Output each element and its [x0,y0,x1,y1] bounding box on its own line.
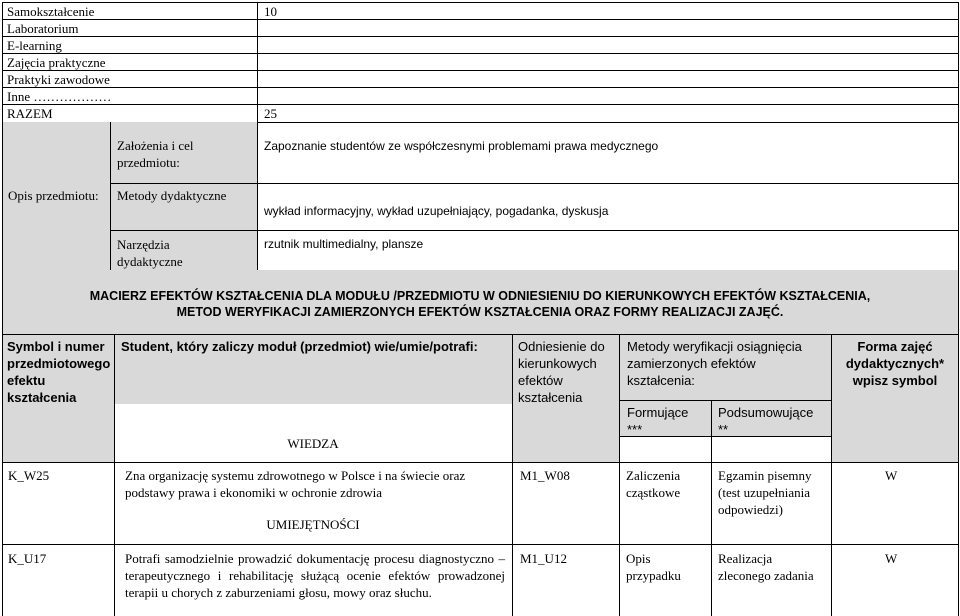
description-label: Opis przedmiotu: [8,188,99,203]
matrix-title-line-1: MACIERZ EFEKTÓW KSZTAŁCENIA DLA MODUŁU /PRZEDMIOTU W ODNIESIENIU DO KIERUNKOWYCH EFEKTÓW KSZTAŁCENIA, [89,289,871,303]
header-formative: Formujące *** [627,405,689,437]
goal-value: Zapoznanie studentów ze współczesnymi problemami prawa medycznego [264,139,659,153]
row-summative: Egzamin pisemny (test uzupełniania odpowiedzi) [718,468,812,517]
hours-row-label: Laboratorium [7,21,79,36]
header-form: Forma zajęć dydaktycznych* wpisz symbol [845,339,945,388]
tools-label: Narzędzia dydaktyczne [117,237,183,269]
hours-total-label: RAZEM [7,106,53,121]
row-text: Zna organizację systemu zdrowotnego w Polsce i na świecie oraz podstawy prawa i ekonomiki w ochronie zdrowia [125,468,466,500]
row-formative: Opis przypadku [626,551,681,583]
row-reference: M1_W08 [520,468,570,483]
header-symbol: Symbol i numer przedmiotowego efektu kształcenia [7,339,111,405]
row-symbol: K_U17 [8,551,47,566]
row-form: W [885,551,898,566]
header-student: Student, który zaliczy moduł (przedmiot) wie/umie/potrafi: [121,339,478,354]
hours-row-label: Samokształcenie [7,4,95,19]
matrix-title-line-2: METOD WERYFIKACJI ZAMIERZONYCH EFEKTÓW KSZTAŁCENIA ORAZ FORMY REALIZACJI ZAJĘĆ. [176,305,784,319]
hours-row-value: 10 [264,4,277,19]
hours-row-label: Praktyki zawodowe [7,72,110,87]
methods-label: Metody dydaktyczne [117,188,227,203]
header-methods: Metody weryfikacji osiągnięcia zamierzonych efektów kształcenia: [627,339,802,388]
section-umiejetnosci-label: UMIEJĘTNOŚCI [266,517,360,532]
row-form: W [885,468,898,483]
row-symbol: K_W25 [8,468,50,483]
hours-row-label: E-learning [7,38,62,53]
hours-row-label: Inne ……………… [7,89,112,104]
tools-value: rzutnik multimedialny, plansze [264,237,424,251]
row-reference: M1_U12 [520,551,567,566]
row-text: Potrafi samodzielnie prowadzić dokumentację procesu diagnostyczno – terapeutycznego i rehabilitację służącą ocenie efektów prowadzonej terapii u chorych z zaburzeniami głosu, mowy oraz słuchu. [125,551,505,600]
section-wiedza-label: WIEDZA [287,436,339,451]
hours-total-value: 25 [264,106,277,121]
row-summative: Realizacja zleconego zadania [718,551,814,583]
methods-value: wykład informacyjny, wykład uzupełniający, pogadanka, dyskusja [264,204,609,218]
goal-label: Założenia i cel przedmiotu: [117,138,194,170]
row-formative: Zaliczenia cząstkowe [626,468,681,500]
header-reference: Odniesienie do kierunkowych efektów kształcenia [518,339,605,405]
header-summative: Podsumowujące ** [718,405,814,437]
hours-row-label: Zajęcia praktyczne [7,55,106,70]
